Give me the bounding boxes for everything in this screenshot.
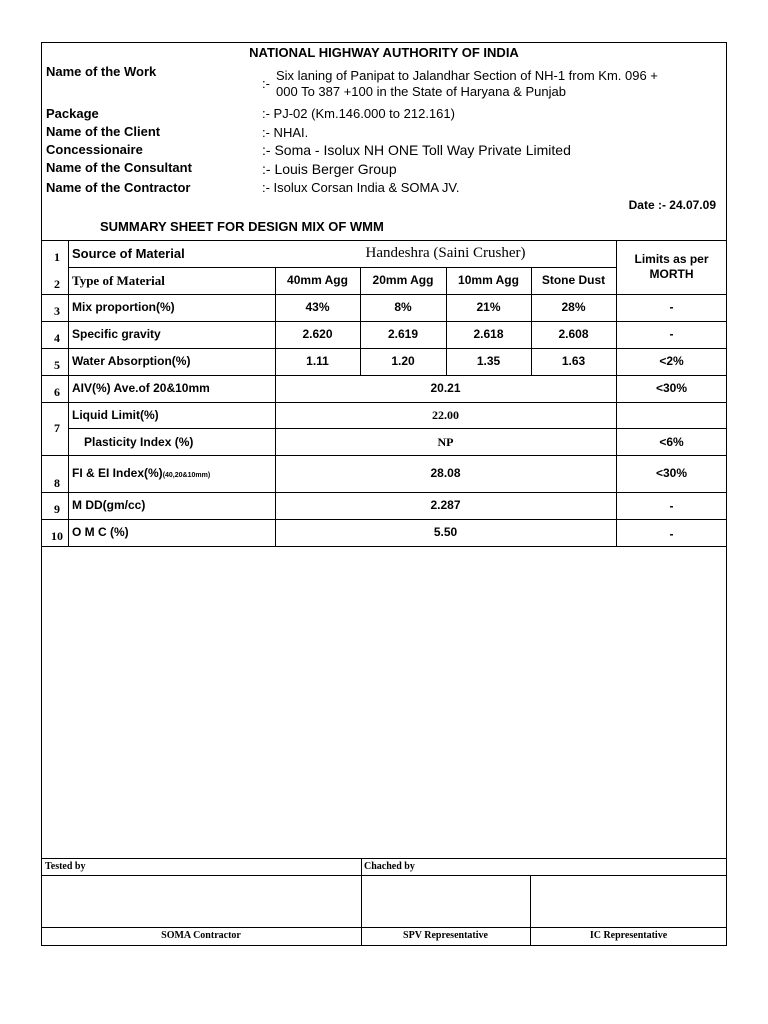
- table-cell: 1.35: [476, 354, 501, 368]
- sheet-title: SUMMARY SHEET FOR DESIGN MIX OF WMM: [100, 219, 384, 234]
- concessionaire-label: Concessionaire: [46, 142, 143, 157]
- table-cell: 8%: [394, 300, 412, 314]
- column-header: 40mm Agg: [287, 273, 348, 287]
- row-label-liquid-limit: Liquid Limit(%): [72, 408, 159, 422]
- table-cell: 2.618: [473, 327, 504, 341]
- work-value-line1: Six laning of Panipat to Jalandhar Section of NH-1 from Km. 096 +: [276, 68, 658, 83]
- row-line: [41, 455, 727, 456]
- consultant-label: Name of the Consultant: [46, 160, 192, 175]
- row-number: 4: [54, 331, 60, 345]
- row-line: [41, 546, 727, 547]
- row-label-fi-ei: [72, 466, 210, 480]
- table-cell: 22.00: [432, 408, 459, 422]
- limit-cell: <6%: [659, 435, 684, 449]
- table-cell: 43%: [305, 300, 330, 314]
- column-header: Stone Dust: [541, 273, 606, 287]
- row-line: [41, 375, 727, 376]
- row-line: [41, 321, 727, 322]
- type-label: Type of Material: [72, 273, 165, 288]
- column-header: 10mm Agg: [458, 273, 519, 287]
- tested-by-label: Tested by: [45, 861, 86, 872]
- table-cell: 20.21: [430, 381, 461, 395]
- sign-top-line: [41, 858, 727, 859]
- row-label-mix: Mix proportion(%): [72, 300, 175, 314]
- limit-cell: <30%: [655, 466, 688, 480]
- row-line: [68, 267, 616, 268]
- table-cell: 21%: [476, 300, 501, 314]
- row-label-gravity: Specific gravity: [72, 327, 161, 341]
- row-label-mdd: M DD(gm/cc): [72, 498, 146, 512]
- row-number: 8: [54, 476, 60, 490]
- sign-line: [41, 927, 727, 928]
- row-number: 6: [54, 385, 60, 399]
- row-line: [41, 519, 727, 520]
- row-number: 2: [54, 277, 60, 291]
- limit-cell: -: [669, 327, 674, 341]
- row-number: 3: [54, 304, 60, 318]
- row-label-omc: O M C (%): [72, 525, 129, 539]
- work-value-line2: 000 To 387 +100 in the State of Haryana & Punjab: [276, 84, 566, 99]
- row-line: [41, 294, 727, 295]
- limit-cell: <30%: [655, 381, 688, 395]
- contractor-value: :- Isolux Corsan India & SOMA JV.: [262, 180, 460, 195]
- table-cell: 2.608: [558, 327, 589, 341]
- row-number: 10: [51, 529, 63, 543]
- limit-cell: -: [669, 499, 674, 513]
- row-line: [41, 492, 727, 493]
- limit-cell: -: [669, 300, 674, 314]
- table-cell: 2.620: [302, 327, 333, 341]
- client-label: Name of the Client: [46, 124, 161, 139]
- row-number: 7: [54, 421, 60, 435]
- client-value: :- NHAI.: [262, 125, 309, 140]
- table-cell: 1.20: [391, 354, 415, 368]
- org-title: NATIONAL HIGHWAY AUTHORITY OF INDIA: [249, 45, 519, 60]
- limit-cell: <2%: [659, 354, 684, 368]
- row-label-aiv: AIV(%) Ave.of 20&10mm: [72, 381, 210, 395]
- row-label-fi-ei-main: FI & EI Index(%): [72, 466, 163, 480]
- row-line: [41, 348, 727, 349]
- table-cell: 2.619: [387, 327, 419, 341]
- package-label: Package: [46, 106, 99, 121]
- work-sep: :-: [262, 76, 270, 91]
- row-label-absorption: Water Absorption(%): [72, 354, 191, 368]
- table-top-line: [41, 240, 727, 241]
- row-label-plasticity: Plasticity Index (%): [84, 435, 194, 449]
- table-cell: 1.63: [561, 354, 586, 368]
- table-cell: 5.50: [433, 525, 458, 539]
- source-value: Handeshra (Saini Crusher): [365, 245, 526, 261]
- role-soma: SOMA Contractor: [161, 930, 241, 941]
- row-number: 9: [54, 502, 60, 516]
- table-cell: NP: [437, 435, 454, 449]
- row-number: 5: [54, 358, 60, 372]
- source-label: Source of Material: [72, 246, 185, 261]
- package-value: :- PJ-02 (Km.146.000 to 212.161): [262, 106, 455, 121]
- limits-header: Limits as per MORTH: [634, 252, 709, 281]
- column-header: 20mm Agg: [372, 273, 434, 287]
- table-cell: 28.08: [430, 466, 461, 480]
- row-label-fi-ei-sub: (40,20&10mm): [162, 472, 211, 479]
- table-cell: 28%: [561, 300, 586, 314]
- row-line: [41, 402, 727, 403]
- role-spv: SPV Representative: [403, 930, 488, 941]
- sign-line: [41, 875, 727, 876]
- row-number: 1: [54, 250, 60, 264]
- date-text: Date :- 24.07.09: [628, 198, 716, 212]
- contractor-label: Name of the Contractor: [46, 180, 191, 195]
- table-cell: 1.11: [306, 354, 329, 368]
- row-line: [68, 428, 727, 429]
- concessionaire-value: :- Soma - Isolux NH ONE Toll Way Private Limited: [262, 142, 571, 158]
- role-ic: IC Representative: [589, 930, 668, 941]
- checked-by-label: Chached by: [364, 861, 415, 872]
- consultant-value: :- Louis Berger Group: [262, 161, 397, 177]
- document-frame: [41, 42, 727, 946]
- table-cell: 2.287: [430, 498, 461, 512]
- limit-cell: -: [669, 527, 674, 541]
- work-label: Name of the Work: [46, 64, 157, 79]
